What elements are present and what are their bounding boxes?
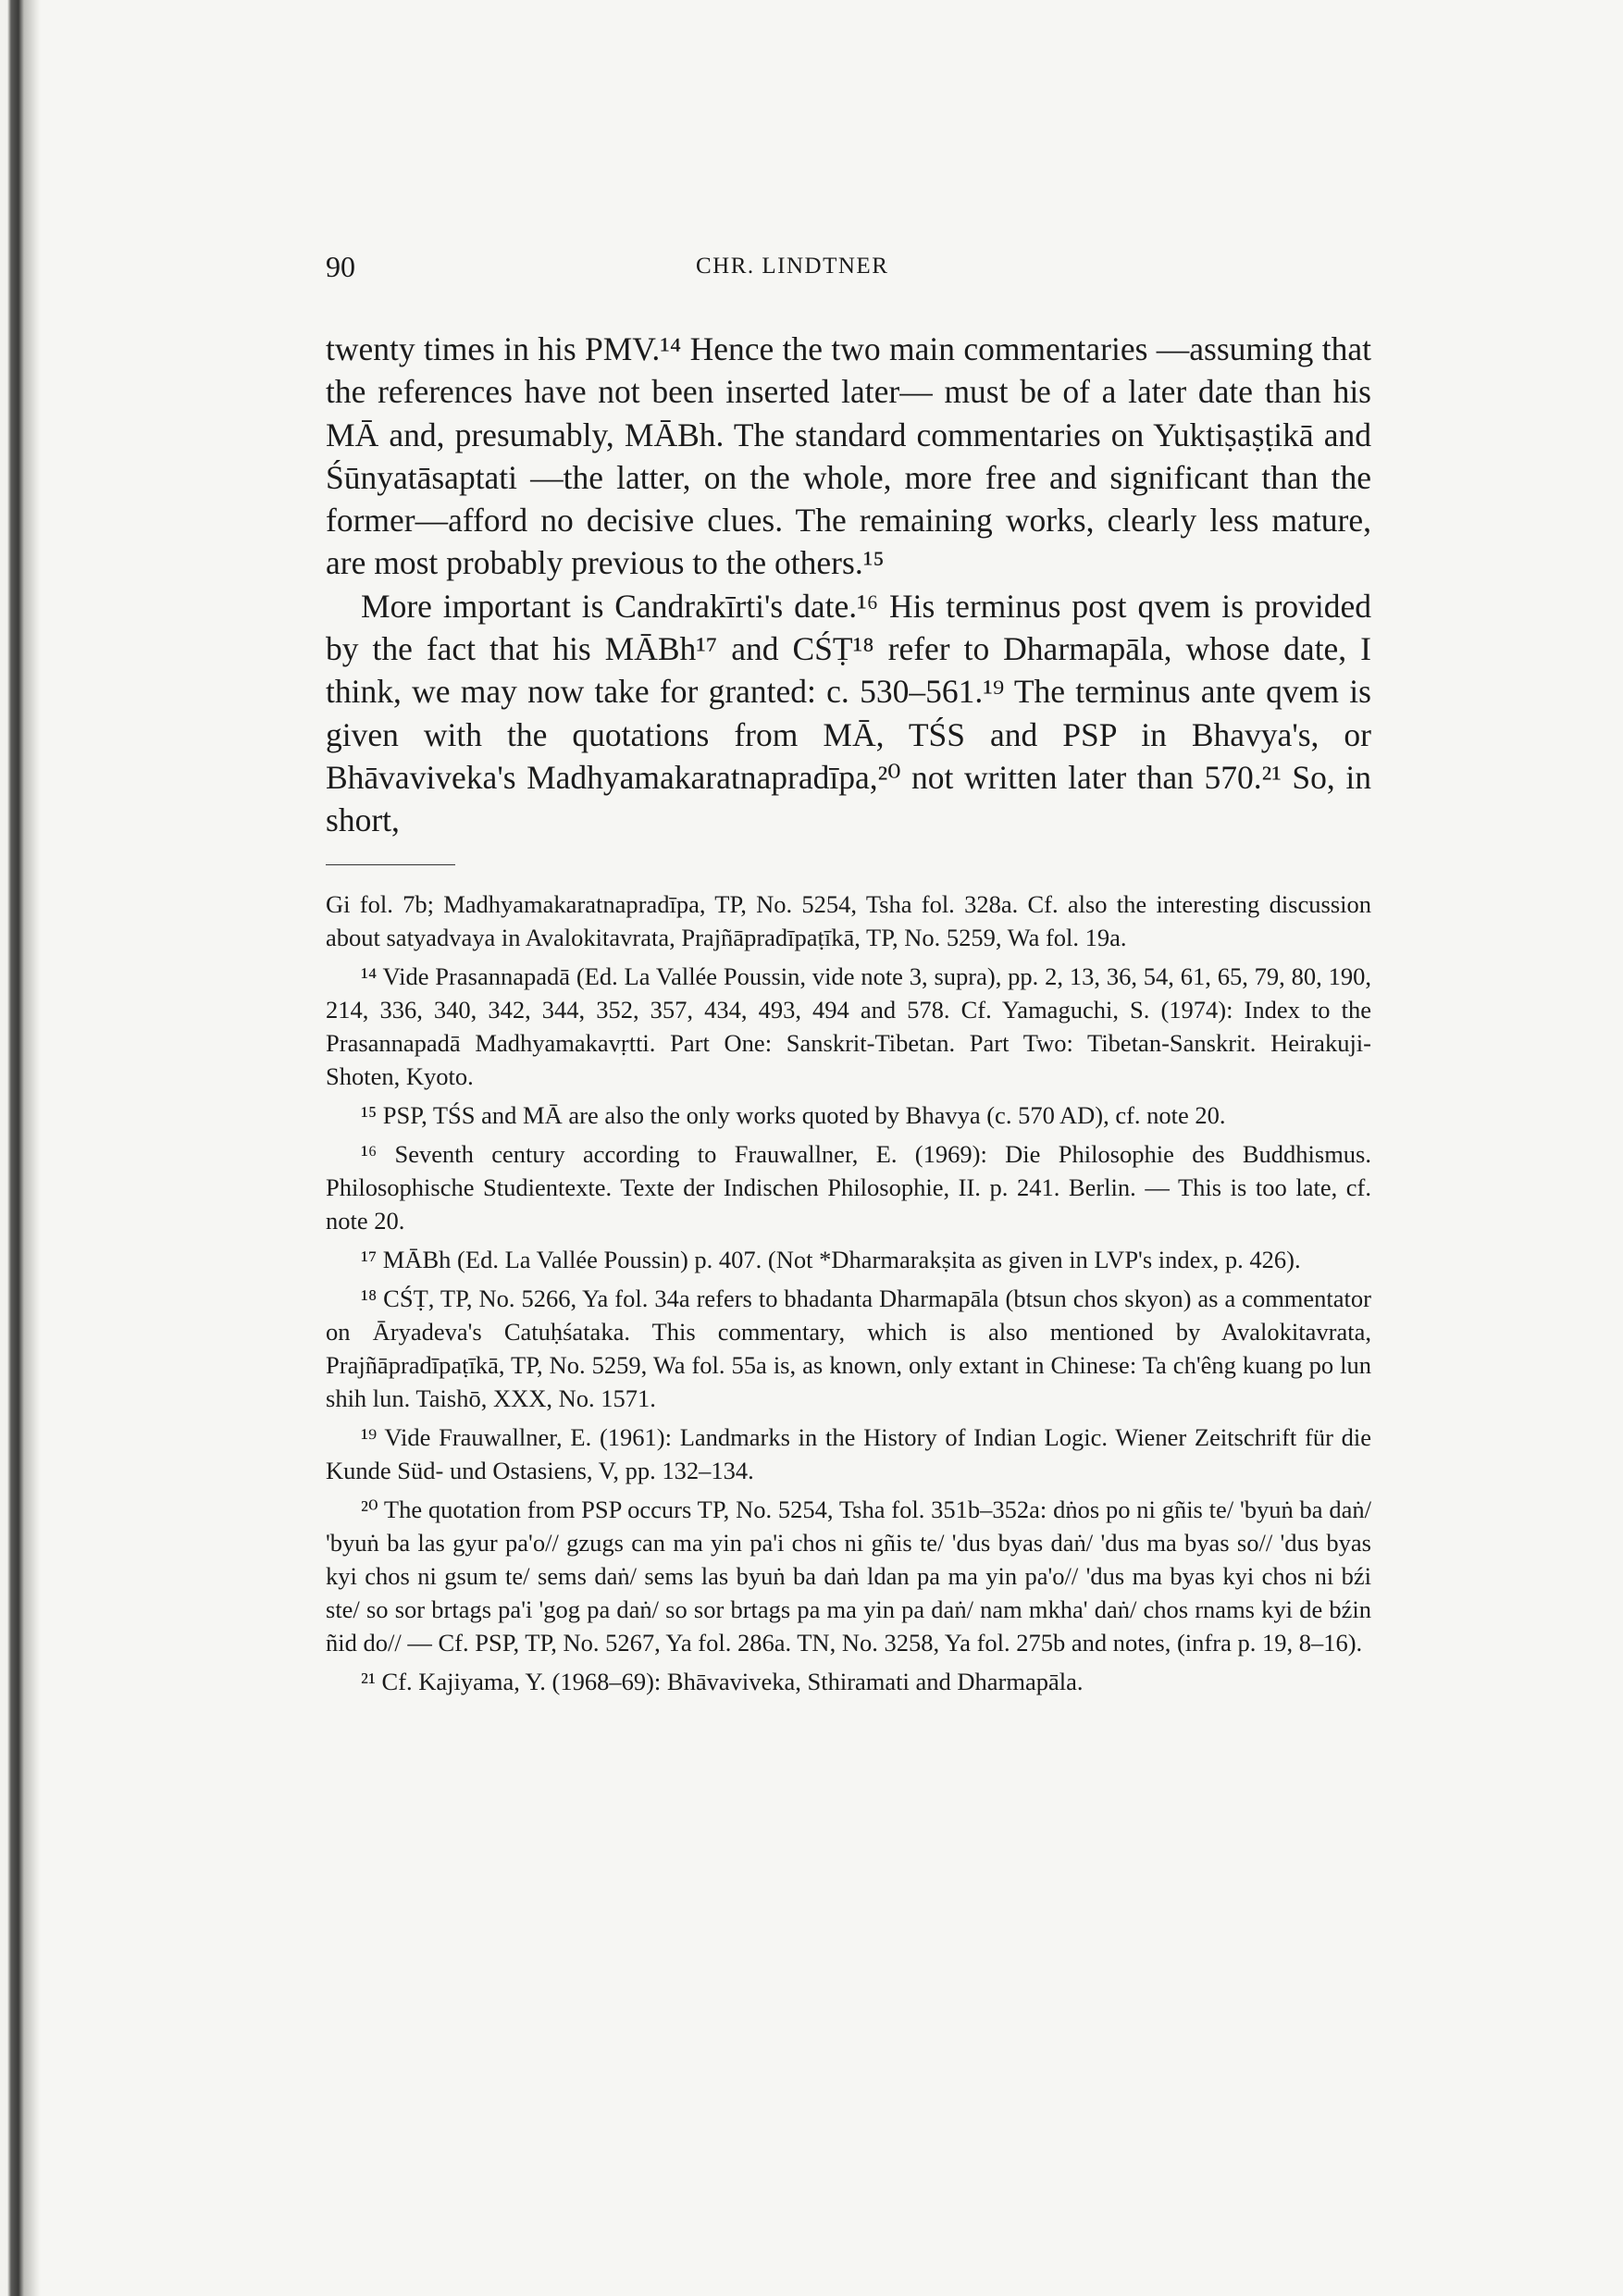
running-head: CHR. LINDTNER (696, 254, 889, 279)
body-text (326, 328, 1371, 842)
page-header (326, 250, 1371, 296)
footnote: ¹⁶ Seventh century according to Frauwallner, E. (1969): Die Philosophie des Buddhismus. Philosophische Studientexte. Texte der Indischen Philosophie, II. p. 241. Berlin. — This is too late, cf. note 20. (326, 1139, 1371, 1235)
paragraph: More important is Candrakīrti's date.¹⁶ His terminus post qvem is provided by the fact that his MĀBh¹⁷ and CŚṬ¹⁸ refer to Dharmapāla, whose date, I think, we may now take for granted: c. 530–561.¹⁹ The terminus ante qvem is given with the quotations from MĀ, TŚS and PSP in Bhavya's, or Bhāvaviveka's Madhyamakaratnapradīpa,²⁰ not written later than 570.²¹ So, in short, (326, 587, 1371, 839)
footnote: ²⁰ The quotation from PSP occurs TP, No. 5254, Tsha fol. 351b–352a: dṅos po ni gñis te/ 'byuṅ ba daṅ/ 'byuṅ ba las gyur pa'o// gzugs can ma yin pa'i chos ni gñis te/ 'dus byas daṅ/ 'dus ma byas so// 'dus byas kyi chos ni gsum te/ sems daṅ/ sems las byuṅ ba daṅ ldan pa ma yin pa'o// 'dus ma byas kyi chos ni bźi ste/ so sor brtags pa'i 'gog pa daṅ/ so sor brtags pa ma yin pa daṅ/ nam mkha' daṅ/ chos rnams kyi de bźin ñid do// — Cf. PSP, TP, No. 5267, Ya fol. 286a. TN, No. 3258, Ya fol. 275b and notes, (infra p. 19, 8–16). (326, 1495, 1371, 1657)
footnote: ¹⁷ MĀBh (Ed. La Vallée Poussin) p. 407. (Not *Dharmarakṣita as given in LVP's index, p. 426). (361, 1245, 1301, 1273)
footnote: ²¹ Cf. Kajiyama, Y. (1968–69): Bhāvaviveka, Sthiramati and Dharmapāla. (361, 1667, 1084, 1695)
paragraph: twenty times in his PMV.¹⁴ Hence the two main commentaries —assuming that the references have not been inserted later— must be of a later date than his MĀ and, presumably, MĀBh. The standard commentaries on Yuktiṣaṣṭikā and Śūnyatāsaptati —the latter, on the whole, more free and significant than the former—afford no decisive clues. The remaining works, clearly less mature, are most probably previous to the others.¹⁵ (326, 330, 1371, 582)
page (326, 250, 1371, 1704)
footnote: ¹⁵ PSP, TŚS and MĀ are also the only works quoted by Bhavya (c. 570 AD), cf. note 20. (361, 1100, 1226, 1129)
footnote-rule (326, 864, 455, 865)
page-number: 90 (326, 250, 355, 283)
footnote: ¹⁸ CŚṬ, TP, No. 5266, Ya fol. 34a refers to bhadanta Dharmapāla (btsun chos skyon) as a commentator on Āryadeva's Catuḥśataka. This commentary, which is also mentioned by Avalokitavrata, Prajñāpradīpaṭīkā, TP, No. 5259, Wa fol. 55a is, as known, only extant in Chinese: Ta ch'êng kuang po lun shih lun. Taishō, XXX, No. 1571. (326, 1284, 1371, 1412)
footnote: ¹⁴ Vide Prasannapadā (Ed. La Vallée Poussin, vide note 3, supra), pp. 2, 13, 36, 54, 61, 65, 79, 80, 190, 214, 336, 340, 342, 344, 352, 357, 434, 493, 494 and 578. Cf. Yamaguchi, S. (1974): Index to the Prasannapadā Madhyamakavṛtti. Part One: Sanskrit-Tibetan. Part Two: Tibetan-Sanskrit. Heirakuji-Shoten, Kyoto. (326, 962, 1371, 1090)
footnote: ¹⁹ Vide Frauwallner, E. (1961): Landmarks in the History of Indian Logic. Wiener Zeitschrift für die Kunde Süd- und Ostasiens, V, pp. 132–134. (326, 1422, 1371, 1484)
footnote-continuation: Gi fol. 7b; Madhyamakaratnapradīpa, TP, No. 5254, Tsha fol. 328a. Cf. also the interesting discussion about satyadvaya in Avalokitavrata, Prajñāpradīpaṭīkā, TP, No. 5259, Wa fol. 19a. (326, 889, 1371, 951)
footnotes (326, 887, 1371, 1698)
book-binding-edge (0, 0, 41, 2296)
